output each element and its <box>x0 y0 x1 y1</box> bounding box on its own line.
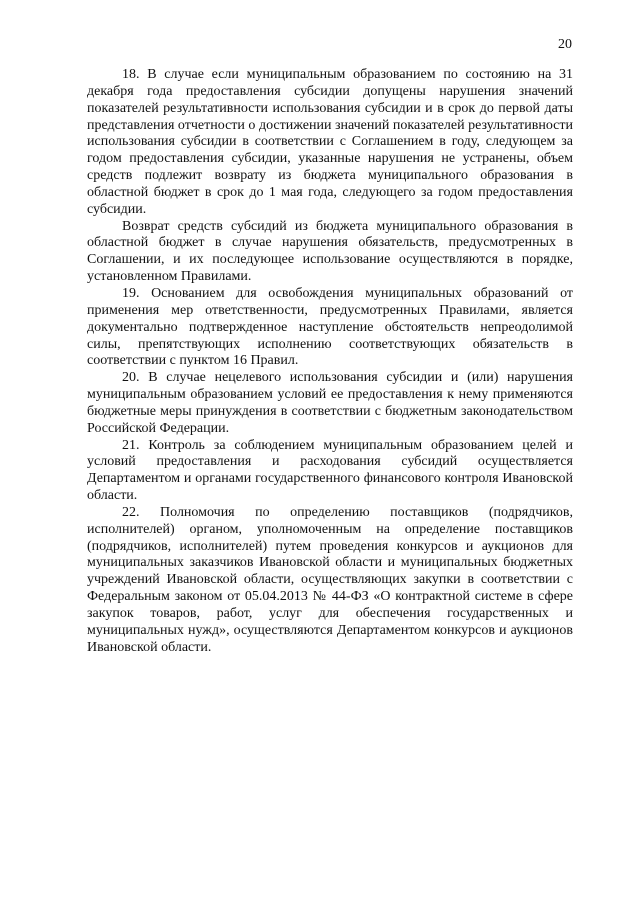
paragraph-22: 22. Полномочия по определению поставщиков (подрядчиков, исполнителей) органом, уполномоченным на определение поставщиков (подрядчиков, исполнителей) путем проведения конкурсов и аукционов для муниципальных заказчиков Ивановской области и муниципальных бюджетных учреждений Ивановской области, осуществляющих закупки в соответствии с Федеральным законом от 05.04.2013 № 44-ФЗ «О контрактной системе в сфере закупок товаров, работ, услуг для обеспечения государственных и муниципальных нужд», осуществляются Департаментом конкурсов и аукционов Ивановской области. <box>87 504 573 655</box>
paragraph-19: 19. Основанием для освобождения муниципальных образований от применения мер ответственности, предусмотренных Правилами, является документально подтвержденное наступление обстоятельств непреодолимой силы, препятствующих исполнению соответствующих обязательств в соответствии с пунктом 16 Правил. <box>87 285 573 369</box>
paragraph-refund: Возврат средств субсидий из бюджета муниципального образования в областной бюджет в случае нарушения обязательств, предусмотренных в Соглашении, и их последующее использование осуществляются в порядке, установленном Правилами. <box>87 218 573 285</box>
paragraph-20: 20. В случае нецелевого использования субсидии и (или) нарушения муниципальным образованием условий ее предоставления к нему применяются бюджетные меры принуждения в соответствии с бюджетным законодательством Российской Федерации. <box>87 370 573 436</box>
paragraph-21: 21. Контроль за соблюдением муниципальным образованием целей и условий предоставления и расходования субсидий осуществляется Департаментом и органами государственного финансового контроля Ивановской области. <box>87 437 573 504</box>
document-body <box>87 67 573 657</box>
paragraph-18: 18. В случае если муниципальным образованием по состоянию на 31 декабря года предоставления субсидии допущены нарушения значений показателей результативности использования субсидии и в срок до первой даты представления отчетности о достижении значений показателей результативности использования субсидии в соответствии с Соглашением в году, следующем за годом предоставления субсидии, указанные нарушения не устранены, объем средств подлежит возврату из бюджета муниципального образования в областной бюджет в срок до 1 мая года, следующего за годом предоставления субсидии. <box>87 67 573 217</box>
page-number: 20 <box>558 37 572 52</box>
